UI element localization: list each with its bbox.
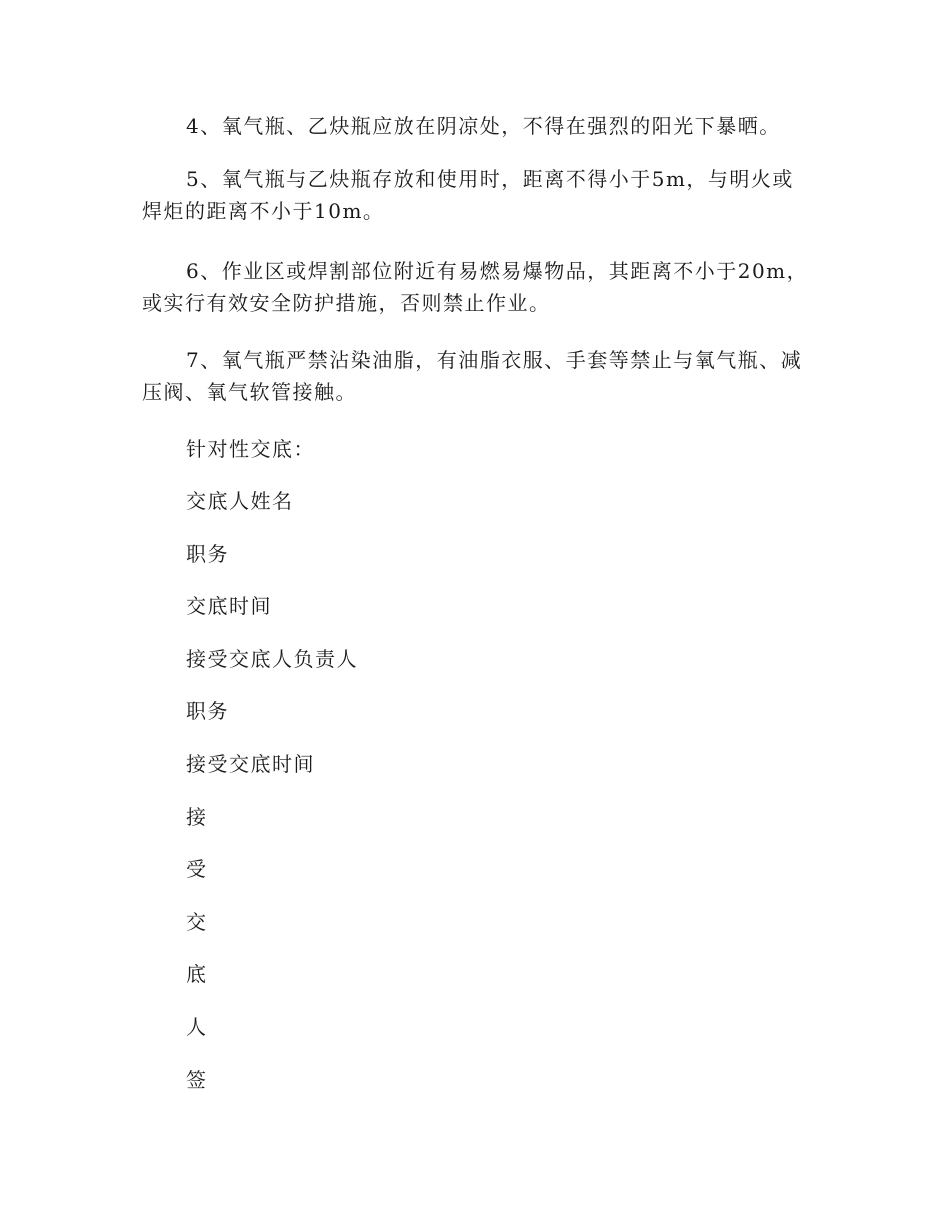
briefing-time-label: 交底时间 (186, 594, 272, 618)
safety-item-7: 7、氧气瓶严禁沾染油脂，有油脂衣服、手套等禁止与氧气瓶、减压阀、氧气软管接触。 (142, 348, 803, 404)
signature-char-3: 交 (186, 910, 208, 934)
safety-item-6: 6、作业区或焊割部位附近有易燃易爆物品，其距离不小于20m，或实行有效安全防护措施，否则禁止作业。 (142, 259, 809, 315)
signature-char-5: 人 (186, 1015, 208, 1039)
targeted-briefing-heading: 针对性交底： (186, 437, 315, 461)
recipient-lead-label: 接受交底人负责人 (186, 647, 358, 671)
signature-char-1: 接 (186, 805, 208, 829)
safety-item-4: 4、氧气瓶、乙炔瓶应放在阴凉处，不得在强烈的阳光下暴晒。 (186, 114, 781, 138)
signature-char-2: 受 (186, 857, 208, 881)
briefer-position-label: 职务 (186, 542, 229, 566)
safety-item-5: 5、氧气瓶与乙炔瓶存放和使用时，距离不得小于5m，与明火或焊炬的距离不小于10m。 (142, 167, 794, 223)
recipient-time-label: 接受交底时间 (186, 752, 315, 776)
signature-char-4: 底 (186, 962, 208, 986)
signature-char-6: 签 (186, 1068, 208, 1092)
recipient-position-label: 职务 (186, 699, 229, 723)
briefer-name-label: 交底人姓名 (186, 489, 294, 513)
